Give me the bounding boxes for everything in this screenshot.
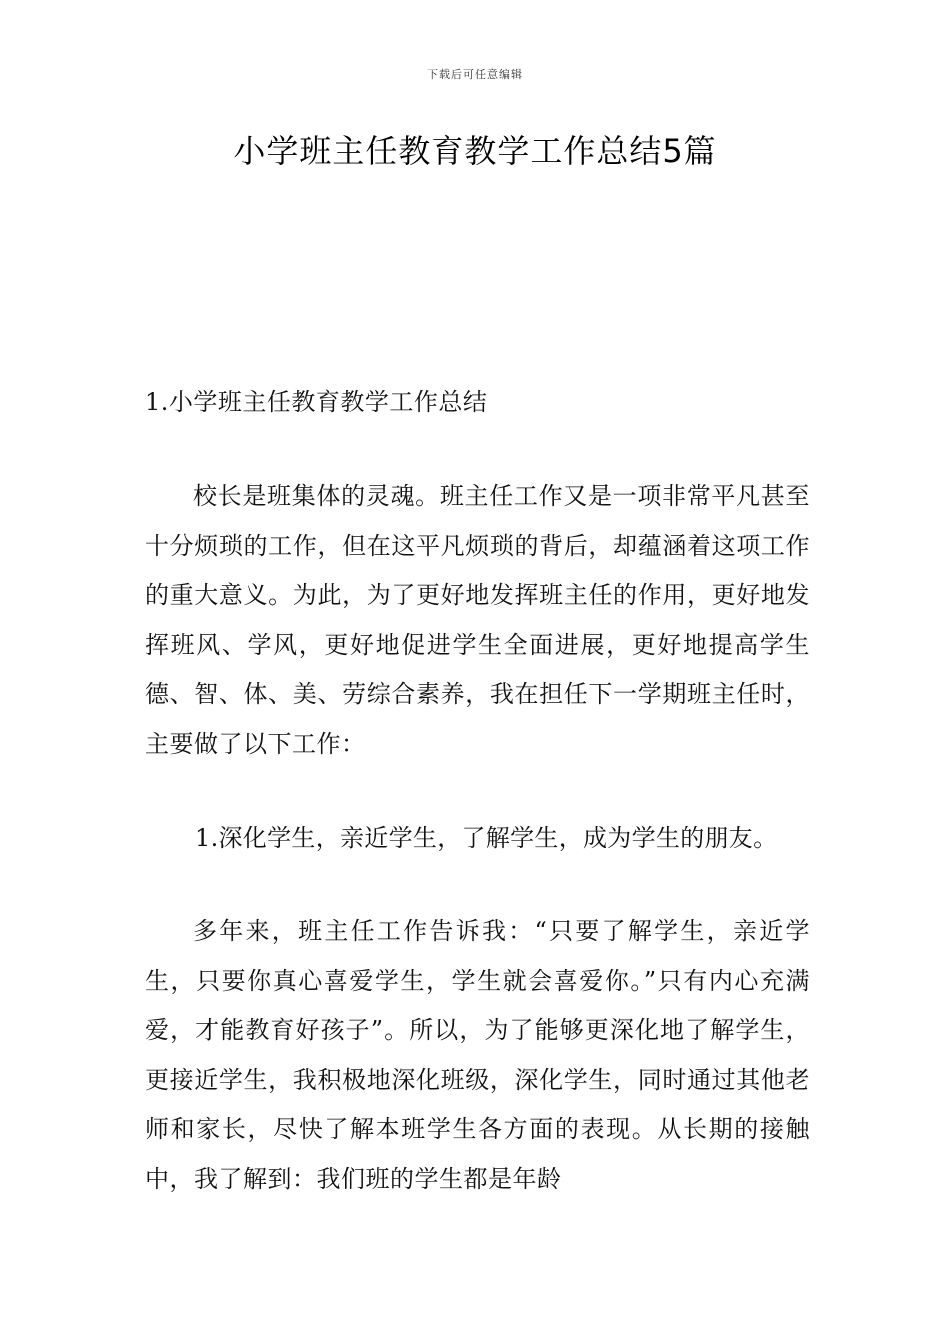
paragraph-intro: 校长是班集体的灵魂。班主任工作又是一项非常平凡甚至十分烦琐的工作，但在这平凡烦琐的背后，却蕴涵着这项工作的重大意义。为此，为了更好地发挥班主任的作用，更好地发挥班风、学风，更好地促进学生全面进展，更好地提高学生德、智、体、美、劳综合素养，我在担任下一学期班主任时，主要做了以下工作：: [145, 482, 810, 758]
document-body: [145, 378, 810, 1204]
list-item-1: 1.深化学生，亲近学生，了解学生，成为学生的朋友。: [195, 824, 778, 852]
spacer: [145, 769, 810, 814]
header-note: 下载后可任意编辑: [427, 68, 523, 81]
section-heading: 1.小学班主任教育教学工作总结: [145, 388, 488, 416]
spacer: [145, 426, 810, 472]
document-title: 小学班主任教育教学工作总结5篇: [233, 132, 717, 170]
spacer: [145, 862, 810, 907]
paragraph-understanding-students: 多年来，班主任工作告诉我：“只要了解学生，亲近学生，只要你真心喜爱学生，学生就会喜爱你。”只有内心充满爱，才能教育好孩子”。所以，为了能够更深化地了解学生，更接近学生，我积极地深化班级，深化学生，同时通过其他老师和家长，尽快了解本班学生各方面的表现。从长期的接触中，我了解到：我们班的学生都是年龄: [145, 917, 810, 1193]
